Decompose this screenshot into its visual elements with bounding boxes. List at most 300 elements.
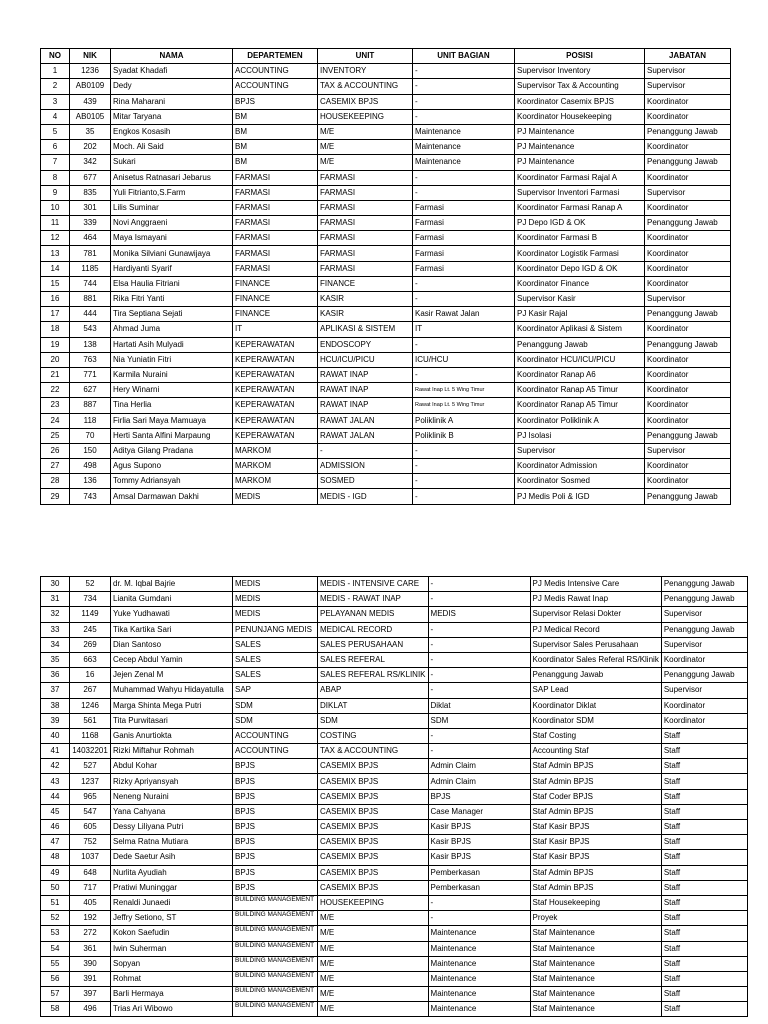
cell-jabatan: Koordinator bbox=[645, 140, 731, 155]
cell-no: 25 bbox=[41, 428, 70, 443]
cell-nama: Ahmad Juma bbox=[111, 322, 233, 337]
cell-jabatan: Staff bbox=[661, 774, 747, 789]
cell-nik: 743 bbox=[70, 489, 111, 504]
table-row bbox=[41, 216, 731, 231]
cell-no: 40 bbox=[41, 728, 70, 743]
cell-nik: 70 bbox=[70, 428, 111, 443]
table-row bbox=[41, 637, 748, 652]
cell-no: 33 bbox=[41, 622, 70, 637]
cell-unit-bagian: SDM bbox=[428, 713, 530, 728]
cell-unit-bagian: BPJS bbox=[428, 789, 530, 804]
cell-no: 42 bbox=[41, 759, 70, 774]
cell-nik: AB0105 bbox=[70, 109, 111, 124]
cell-jabatan: Koordinator bbox=[661, 652, 747, 667]
cell-unit: FARMASI bbox=[318, 246, 413, 261]
cell-departemen: FARMASI bbox=[233, 261, 318, 276]
cell-posisi: PJ Medis Intensive Care bbox=[530, 577, 661, 592]
cell-unit-bagian: - bbox=[413, 367, 515, 382]
cell-departemen: BPJS bbox=[233, 774, 318, 789]
cell-no: 16 bbox=[41, 292, 70, 307]
cell-nik: 267 bbox=[70, 683, 111, 698]
cell-nik: 1037 bbox=[70, 850, 111, 865]
cell-unit: M/E bbox=[318, 987, 429, 1002]
cell-no: 27 bbox=[41, 459, 70, 474]
cell-departemen: BM bbox=[233, 155, 318, 170]
cell-jabatan: Staff bbox=[661, 1002, 747, 1017]
cell-unit-bagian: - bbox=[413, 443, 515, 458]
cell-unit: ADMISSION bbox=[318, 459, 413, 474]
cell-nik: 391 bbox=[70, 971, 111, 986]
cell-nik: 14032201 bbox=[70, 744, 111, 759]
cell-departemen: FARMASI bbox=[233, 216, 318, 231]
table-row bbox=[41, 895, 748, 910]
cell-nama: Dedy bbox=[111, 79, 233, 94]
cell-posisi: Staf Kasir BPJS bbox=[530, 820, 661, 835]
cell-departemen: SALES bbox=[233, 637, 318, 652]
cell-posisi: Koordinator Farmasi Ranap A bbox=[515, 200, 645, 215]
cell-nama: Tommy Adriansyah bbox=[111, 474, 233, 489]
cell-nama: Aditya Gilang Pradana bbox=[111, 443, 233, 458]
cell-nik: 717 bbox=[70, 880, 111, 895]
cell-jabatan: Penanggung Jawab bbox=[645, 337, 731, 352]
cell-departemen: MEDIS bbox=[233, 592, 318, 607]
cell-nik: AB0109 bbox=[70, 79, 111, 94]
cell-jabatan: Penanggung Jawab bbox=[645, 124, 731, 139]
cell-unit: FARMASI bbox=[318, 200, 413, 215]
cell-posisi: Staf Maintenance bbox=[530, 1002, 661, 1017]
table-row bbox=[41, 956, 748, 971]
cell-posisi: PJ Depo IGD & OK bbox=[515, 216, 645, 231]
cell-departemen: BPJS bbox=[233, 880, 318, 895]
cell-posisi: Staf Kasir BPJS bbox=[530, 835, 661, 850]
cell-no: 6 bbox=[41, 140, 70, 155]
table-row bbox=[41, 94, 731, 109]
cell-unit-bagian: Maintenance bbox=[428, 956, 530, 971]
cell-no: 7 bbox=[41, 155, 70, 170]
cell-departemen: MARKOM bbox=[233, 459, 318, 474]
cell-no: 2 bbox=[41, 79, 70, 94]
cell-nik: 444 bbox=[70, 307, 111, 322]
cell-unit: M/E bbox=[318, 140, 413, 155]
cell-nik: 496 bbox=[70, 1002, 111, 1017]
cell-no: 3 bbox=[41, 94, 70, 109]
cell-jabatan: Koordinator bbox=[645, 413, 731, 428]
cell-jabatan: Penanggung Jawab bbox=[661, 592, 747, 607]
cell-nama: Renaldi Junaedi bbox=[111, 895, 233, 910]
cell-unit: M/E bbox=[318, 926, 429, 941]
cell-nama: Tira Septiana Sejati bbox=[111, 307, 233, 322]
cell-no: 43 bbox=[41, 774, 70, 789]
cell-unit-bagian: Farmasi bbox=[413, 216, 515, 231]
cell-nama: Jeffry Setiono, ST bbox=[111, 911, 233, 926]
cell-unit-bagian: IT bbox=[413, 322, 515, 337]
cell-unit-bagian: - bbox=[428, 637, 530, 652]
table-row bbox=[41, 941, 748, 956]
cell-unit: RAWAT INAP bbox=[318, 383, 413, 398]
cell-no: 34 bbox=[41, 637, 70, 652]
cell-nama: Trias Ari Wibowo bbox=[111, 1002, 233, 1017]
table-row bbox=[41, 352, 731, 367]
table-row bbox=[41, 971, 748, 986]
cell-unit-bagian: - bbox=[413, 292, 515, 307]
cell-unit-bagian: - bbox=[413, 459, 515, 474]
cell-posisi: Koordinator Sosmed bbox=[515, 474, 645, 489]
cell-posisi: Proyek bbox=[530, 911, 661, 926]
table-row bbox=[41, 668, 748, 683]
cell-unit: INVENTORY bbox=[318, 64, 413, 79]
cell-unit: RAWAT JALAN bbox=[318, 428, 413, 443]
cell-unit: M/E bbox=[318, 911, 429, 926]
cell-unit-bagian: Case Manager bbox=[428, 804, 530, 819]
cell-nik: 1236 bbox=[70, 64, 111, 79]
cell-posisi: PJ Maintenance bbox=[515, 140, 645, 155]
cell-nama: Engkos Kosasih bbox=[111, 124, 233, 139]
cell-no: 18 bbox=[41, 322, 70, 337]
cell-posisi: Staf Maintenance bbox=[530, 956, 661, 971]
table-row bbox=[41, 155, 731, 170]
cell-no: 47 bbox=[41, 835, 70, 850]
cell-nik: 339 bbox=[70, 216, 111, 231]
cell-unit-bagian: Farmasi bbox=[413, 231, 515, 246]
cell-posisi: Staf Admin BPJS bbox=[530, 759, 661, 774]
cell-posisi: Koordinator Diklat bbox=[530, 698, 661, 713]
cell-posisi: Staf Kasir BPJS bbox=[530, 850, 661, 865]
cell-departemen: BPJS bbox=[233, 820, 318, 835]
cell-no: 17 bbox=[41, 307, 70, 322]
cell-jabatan: Supervisor bbox=[661, 607, 747, 622]
cell-unit-bagian: - bbox=[413, 109, 515, 124]
cell-no: 15 bbox=[41, 276, 70, 291]
cell-unit-bagian: Diklat bbox=[428, 698, 530, 713]
cell-posisi: Koordinator Depo IGD & OK bbox=[515, 261, 645, 276]
cell-jabatan: Penanggung Jawab bbox=[645, 489, 731, 504]
cell-posisi: Penanggung Jawab bbox=[530, 668, 661, 683]
cell-jabatan: Koordinator bbox=[645, 474, 731, 489]
cell-nik: 464 bbox=[70, 231, 111, 246]
cell-nik: 1246 bbox=[70, 698, 111, 713]
cell-nama: Monika Silviani Gunawijaya bbox=[111, 246, 233, 261]
table-row bbox=[41, 109, 731, 124]
cell-departemen: BM bbox=[233, 140, 318, 155]
cell-no: 54 bbox=[41, 941, 70, 956]
cell-unit-bagian: Maintenance bbox=[428, 987, 530, 1002]
cell-posisi: Supervisor Relasi Dokter bbox=[530, 607, 661, 622]
table-row bbox=[41, 683, 748, 698]
cell-no: 56 bbox=[41, 971, 70, 986]
table-row bbox=[41, 713, 748, 728]
cell-unit: FINANCE bbox=[318, 276, 413, 291]
cell-nik: 881 bbox=[70, 292, 111, 307]
cell-jabatan: Staff bbox=[661, 941, 747, 956]
table-row bbox=[41, 577, 748, 592]
table-row bbox=[41, 185, 731, 200]
col-header-nik: NIK bbox=[70, 49, 111, 64]
cell-jabatan: Koordinator bbox=[645, 322, 731, 337]
cell-unit: KASIR bbox=[318, 307, 413, 322]
cell-departemen: FARMASI bbox=[233, 185, 318, 200]
cell-departemen: KEPERAWATAN bbox=[233, 398, 318, 413]
cell-departemen: BUILDING MANAGEMENT bbox=[233, 1002, 318, 1017]
cell-posisi: Supervisor Inventory bbox=[515, 64, 645, 79]
cell-nik: 16 bbox=[70, 668, 111, 683]
cell-no: 10 bbox=[41, 200, 70, 215]
cell-unit-bagian: Maintenance bbox=[413, 140, 515, 155]
cell-unit: CASEMIX BPJS bbox=[318, 835, 429, 850]
cell-jabatan: Penanggung Jawab bbox=[645, 307, 731, 322]
cell-posisi: Koordinator Finance bbox=[515, 276, 645, 291]
cell-jabatan: Supervisor bbox=[645, 79, 731, 94]
cell-nama: Herti Santa Alfini Marpaung bbox=[111, 428, 233, 443]
cell-unit-bagian: Maintenance bbox=[428, 941, 530, 956]
table-row bbox=[41, 622, 748, 637]
cell-nama: Rina Maharani bbox=[111, 94, 233, 109]
cell-unit: RAWAT INAP bbox=[318, 367, 413, 382]
cell-no: 24 bbox=[41, 413, 70, 428]
cell-departemen: BPJS bbox=[233, 759, 318, 774]
cell-nik: 1185 bbox=[70, 261, 111, 276]
cell-posisi: Staf Admin BPJS bbox=[530, 774, 661, 789]
cell-jabatan: Penanggung Jawab bbox=[661, 622, 747, 637]
cell-jabatan: Supervisor bbox=[645, 292, 731, 307]
cell-posisi: Penanggung Jawab bbox=[515, 337, 645, 352]
cell-posisi: PJ Kasir Rajal bbox=[515, 307, 645, 322]
cell-unit: SALES REFERAL bbox=[318, 652, 429, 667]
cell-posisi: Staf Admin BPJS bbox=[530, 804, 661, 819]
cell-no: 9 bbox=[41, 185, 70, 200]
cell-unit: MEDICAL RECORD bbox=[318, 622, 429, 637]
cell-nik: 527 bbox=[70, 759, 111, 774]
cell-nik: 272 bbox=[70, 926, 111, 941]
table-row bbox=[41, 474, 731, 489]
cell-departemen: FARMASI bbox=[233, 231, 318, 246]
cell-nama: Rohmat bbox=[111, 971, 233, 986]
cell-unit-bagian: Rawat Inap Lt. 5 Wing Timur bbox=[413, 398, 515, 413]
table-row bbox=[41, 413, 731, 428]
cell-posisi: PJ Maintenance bbox=[515, 124, 645, 139]
cell-departemen: BPJS bbox=[233, 94, 318, 109]
cell-departemen: SAP bbox=[233, 683, 318, 698]
cell-unit: HOUSEKEEPING bbox=[318, 109, 413, 124]
cell-unit: - bbox=[318, 443, 413, 458]
cell-nama: Abdul Kohar bbox=[111, 759, 233, 774]
cell-nama: Yana Cahyana bbox=[111, 804, 233, 819]
cell-departemen: BUILDING MANAGEMENT bbox=[233, 926, 318, 941]
cell-nama: Jejen Zenal M bbox=[111, 668, 233, 683]
cell-departemen: BUILDING MANAGEMENT bbox=[233, 971, 318, 986]
cell-nik: 887 bbox=[70, 398, 111, 413]
cell-departemen: MARKOM bbox=[233, 443, 318, 458]
cell-posisi: Koordinator Aplikasi & Sistem bbox=[515, 322, 645, 337]
cell-jabatan: Staff bbox=[661, 971, 747, 986]
cell-no: 51 bbox=[41, 895, 70, 910]
cell-no: 32 bbox=[41, 607, 70, 622]
cell-nik: 744 bbox=[70, 276, 111, 291]
cell-unit: CASEMIX BPJS bbox=[318, 94, 413, 109]
cell-jabatan: Koordinator bbox=[645, 398, 731, 413]
cell-posisi: Koordinator Housekeeping bbox=[515, 109, 645, 124]
cell-no: 22 bbox=[41, 383, 70, 398]
cell-unit-bagian: Pemberkasan bbox=[428, 880, 530, 895]
cell-departemen: BPJS bbox=[233, 850, 318, 865]
cell-posisi: Koordinator Sales Referal RS/Klinik bbox=[530, 652, 661, 667]
cell-posisi: Koordinator Farmasi Rajal A bbox=[515, 170, 645, 185]
table-row bbox=[41, 850, 748, 865]
cell-nama: Agus Supono bbox=[111, 459, 233, 474]
cell-unit: TAX & ACCOUNTING bbox=[318, 744, 429, 759]
cell-jabatan: Koordinator bbox=[661, 698, 747, 713]
cell-departemen: FINANCE bbox=[233, 307, 318, 322]
cell-nik: 677 bbox=[70, 170, 111, 185]
cell-unit-bagian: Maintenance bbox=[428, 971, 530, 986]
cell-nama: Iwin Suherman bbox=[111, 941, 233, 956]
table-row bbox=[41, 759, 748, 774]
cell-nik: 734 bbox=[70, 592, 111, 607]
cell-posisi: Accounting Staf bbox=[530, 744, 661, 759]
table-row bbox=[41, 774, 748, 789]
cell-nama: Elsa Haulia Fitriani bbox=[111, 276, 233, 291]
cell-no: 29 bbox=[41, 489, 70, 504]
cell-no: 45 bbox=[41, 804, 70, 819]
cell-departemen: ACCOUNTING bbox=[233, 744, 318, 759]
cell-nik: 663 bbox=[70, 652, 111, 667]
cell-posisi: Koordinator Ranap A5 Timur bbox=[515, 398, 645, 413]
table-row bbox=[41, 307, 731, 322]
cell-nama: Tika Kartika Sari bbox=[111, 622, 233, 637]
cell-nama: Firlia Sari Maya Mamuaya bbox=[111, 413, 233, 428]
cell-departemen: SALES bbox=[233, 652, 318, 667]
cell-jabatan: Koordinator bbox=[645, 94, 731, 109]
cell-jabatan: Penanggung Jawab bbox=[661, 577, 747, 592]
cell-posisi: Staf Maintenance bbox=[530, 941, 661, 956]
cell-departemen: SDM bbox=[233, 698, 318, 713]
cell-departemen: KEPERAWATAN bbox=[233, 428, 318, 443]
cell-jabatan: Supervisor bbox=[645, 185, 731, 200]
cell-nik: 390 bbox=[70, 956, 111, 971]
cell-unit: FARMASI bbox=[318, 170, 413, 185]
table-row bbox=[41, 789, 748, 804]
cell-nik: 1237 bbox=[70, 774, 111, 789]
cell-no: 21 bbox=[41, 367, 70, 382]
cell-unit-bagian: Farmasi bbox=[413, 261, 515, 276]
cell-nik: 605 bbox=[70, 820, 111, 835]
cell-no: 28 bbox=[41, 474, 70, 489]
cell-jabatan: Koordinator bbox=[645, 383, 731, 398]
table-row bbox=[41, 652, 748, 667]
cell-departemen: BUILDING MANAGEMENT bbox=[233, 941, 318, 956]
cell-departemen: KEPERAWATAN bbox=[233, 367, 318, 382]
cell-nik: 781 bbox=[70, 246, 111, 261]
cell-departemen: FARMASI bbox=[233, 200, 318, 215]
cell-unit: CASEMIX BPJS bbox=[318, 820, 429, 835]
table-row bbox=[41, 383, 731, 398]
cell-jabatan: Koordinator bbox=[645, 367, 731, 382]
cell-departemen: ACCOUNTING bbox=[233, 64, 318, 79]
cell-jabatan: Koordinator bbox=[645, 276, 731, 291]
col-header-nama: NAMA bbox=[111, 49, 233, 64]
cell-jabatan: Staff bbox=[661, 804, 747, 819]
cell-nama: Sukari bbox=[111, 155, 233, 170]
cell-nama: Lilis Suminar bbox=[111, 200, 233, 215]
cell-unit: M/E bbox=[318, 124, 413, 139]
cell-unit-bagian: Pemberkasan bbox=[428, 865, 530, 880]
cell-nama: Karmila Nuraini bbox=[111, 367, 233, 382]
cell-unit: FARMASI bbox=[318, 261, 413, 276]
cell-nik: 202 bbox=[70, 140, 111, 155]
table-row bbox=[41, 744, 748, 759]
cell-unit: FARMASI bbox=[318, 216, 413, 231]
cell-unit: CASEMIX BPJS bbox=[318, 850, 429, 865]
cell-posisi: Koordinator Ranap A5 Timur bbox=[515, 383, 645, 398]
cell-jabatan: Koordinator bbox=[645, 231, 731, 246]
cell-unit: M/E bbox=[318, 155, 413, 170]
cell-nik: 405 bbox=[70, 895, 111, 910]
cell-nama: Neneng Nuraini bbox=[111, 789, 233, 804]
cell-posisi: Staf Admin BPJS bbox=[530, 880, 661, 895]
cell-unit-bagian: Admin Claim bbox=[428, 759, 530, 774]
cell-jabatan: Koordinator bbox=[645, 109, 731, 124]
cell-nik: 397 bbox=[70, 987, 111, 1002]
table-row bbox=[41, 64, 731, 79]
cell-departemen: BUILDING MANAGEMENT bbox=[233, 911, 318, 926]
cell-unit-bagian: Maintenance bbox=[413, 124, 515, 139]
table-row bbox=[41, 987, 748, 1002]
cell-unit-bagian: Poliklinik A bbox=[413, 413, 515, 428]
cell-nik: 439 bbox=[70, 94, 111, 109]
cell-jabatan: Koordinator bbox=[645, 459, 731, 474]
cell-nik: 771 bbox=[70, 367, 111, 382]
table-row bbox=[41, 865, 748, 880]
cell-departemen: KEPERAWATAN bbox=[233, 337, 318, 352]
cell-no: 57 bbox=[41, 987, 70, 1002]
cell-unit: PELAYANAN MEDIS bbox=[318, 607, 429, 622]
cell-unit: HCU/ICU/PICU bbox=[318, 352, 413, 367]
cell-departemen: SDM bbox=[233, 713, 318, 728]
col-header-posisi: POSISI bbox=[515, 49, 645, 64]
cell-nama: Amsal Darmawan Dakhi bbox=[111, 489, 233, 504]
cell-posisi: Supervisor Kasir bbox=[515, 292, 645, 307]
cell-jabatan: Staff bbox=[661, 728, 747, 743]
cell-posisi: Supervisor bbox=[515, 443, 645, 458]
table-row bbox=[41, 880, 748, 895]
cell-nik: 52 bbox=[70, 577, 111, 592]
cell-posisi: Staf Housekeeping bbox=[530, 895, 661, 910]
cell-no: 12 bbox=[41, 231, 70, 246]
cell-nik: 361 bbox=[70, 941, 111, 956]
cell-unit-bagian: Maintenance bbox=[413, 155, 515, 170]
employee-table-bottom bbox=[40, 576, 748, 1017]
cell-posisi: SAP Lead bbox=[530, 683, 661, 698]
cell-unit-bagian: Kasir BPJS bbox=[428, 820, 530, 835]
cell-unit: SDM bbox=[318, 713, 429, 728]
cell-departemen: BPJS bbox=[233, 789, 318, 804]
cell-posisi: Supervisor Tax & Accounting bbox=[515, 79, 645, 94]
cell-departemen: ACCOUNTING bbox=[233, 79, 318, 94]
table-row bbox=[41, 489, 731, 504]
cell-unit-bagian: Rawat Inap Lt. 5 Wing Timur bbox=[413, 383, 515, 398]
cell-posisi: Koordinator Poliklinik A bbox=[515, 413, 645, 428]
cell-unit-bagian: - bbox=[428, 895, 530, 910]
cell-no: 55 bbox=[41, 956, 70, 971]
table-row bbox=[41, 428, 731, 443]
cell-jabatan: Supervisor bbox=[661, 637, 747, 652]
cell-unit: APLIKASI & SISTEM bbox=[318, 322, 413, 337]
table-row bbox=[41, 443, 731, 458]
cell-unit-bagian: - bbox=[413, 489, 515, 504]
col-header-unit: UNIT bbox=[318, 49, 413, 64]
cell-no: 30 bbox=[41, 577, 70, 592]
cell-unit: TAX & ACCOUNTING bbox=[318, 79, 413, 94]
cell-no: 48 bbox=[41, 850, 70, 865]
